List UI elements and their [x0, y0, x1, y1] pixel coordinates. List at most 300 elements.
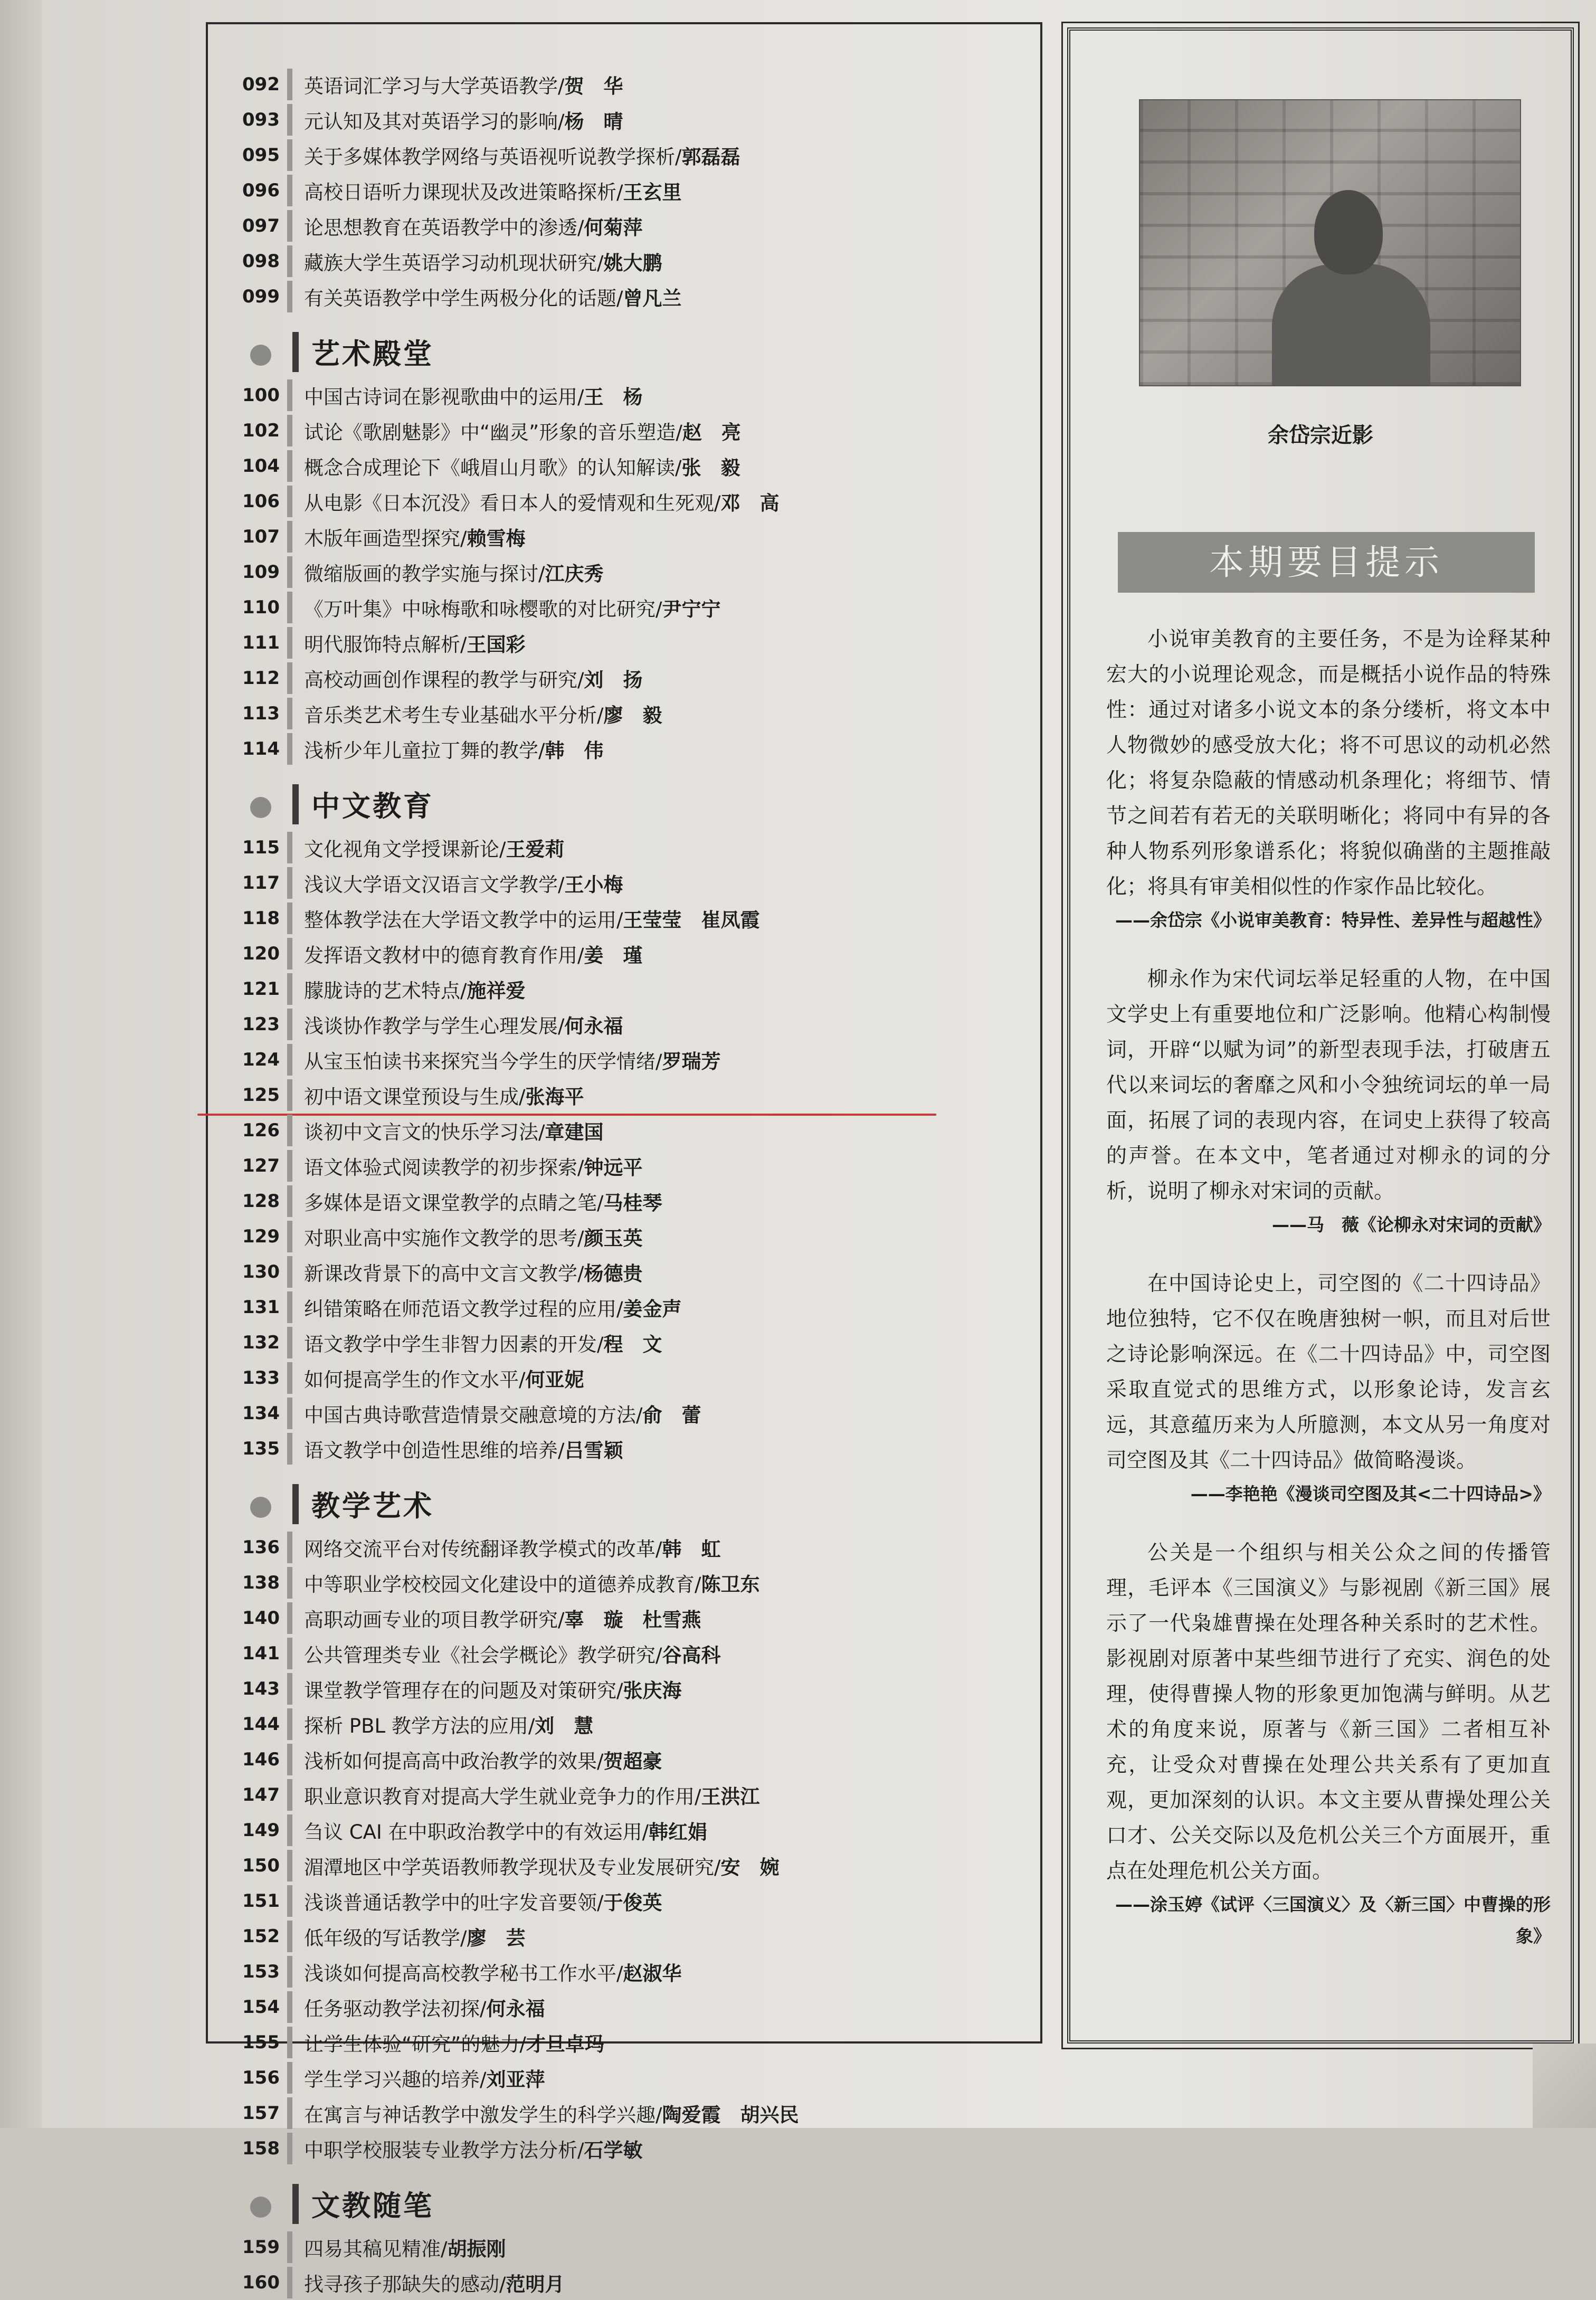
article-author: 贺超豪 — [603, 1750, 662, 1773]
article-author: 王国彩 — [467, 633, 526, 656]
bullet-dot — [250, 797, 271, 818]
page-number: 106 — [242, 490, 280, 512]
page-number: 114 — [242, 738, 280, 759]
page-number: 126 — [242, 1119, 280, 1141]
toc-entry — [240, 2060, 1021, 2095]
bullet-dot — [250, 2197, 271, 2218]
page-number: 156 — [242, 2067, 280, 2088]
article-title: 让学生体验“研究”的魅力/ — [304, 2032, 526, 2056]
entry-bar — [287, 139, 292, 171]
page-number: 117 — [242, 872, 280, 894]
page-number: 154 — [242, 1996, 280, 2018]
article-title: 中国古典诗歌营造情景交融意境的方法/ — [304, 1403, 643, 1427]
article-author: 安 婉 — [720, 1856, 780, 1879]
toc-entry — [240, 1219, 1021, 1254]
abstract-attribution: ——涂玉婷《试评〈三国演义〉及〈新三国〉中曹操的形象》 — [1115, 1894, 1551, 1946]
article-title: 低年级的写话教学/ — [304, 1926, 467, 1950]
entry-bar — [287, 1956, 292, 1988]
entry-bar — [287, 1567, 292, 1599]
entry-bar — [287, 698, 292, 729]
article-author: 陶爱霞 胡兴民 — [662, 2103, 799, 2126]
toc-entry — [240, 208, 1021, 243]
article-author: 范明月 — [506, 2273, 565, 2296]
entry-bar — [287, 1327, 292, 1358]
toc-entry — [240, 830, 1021, 865]
toc-entry — [240, 1042, 1021, 1077]
article-title: 整体教学法在大学语文教学中的运用/ — [304, 908, 623, 932]
entry-bar — [287, 627, 292, 659]
author-photo — [1139, 99, 1521, 386]
page-number: 141 — [242, 1642, 280, 1664]
entry-bar — [287, 1044, 292, 1076]
page-number: 135 — [242, 1438, 280, 1459]
article-title: 浅析少年儿童拉丁舞的教学/ — [304, 739, 545, 762]
article-author: 何亚妮 — [525, 1368, 584, 1391]
entry-bar — [287, 175, 292, 206]
entry-bar — [287, 973, 292, 1005]
article-title: 浅议大学语文汉语言文学教学/ — [304, 873, 565, 896]
entry-bar — [287, 1221, 292, 1252]
article-author: 程 文 — [603, 1333, 662, 1356]
article-title: 四易其稿见精准/ — [304, 2237, 448, 2260]
section-heading — [240, 314, 1021, 377]
entry-bar — [287, 450, 292, 482]
section-title: 中文教育 — [311, 790, 434, 823]
article-author: 廖 毅 — [603, 704, 662, 727]
toc-entry — [240, 1077, 1021, 1113]
article-title: 网络交流平台对传统翻译教学模式的改革/ — [304, 1537, 662, 1561]
article-author: 江庆秀 — [545, 562, 604, 585]
highlights-panel — [1067, 27, 1574, 2044]
page-number: 132 — [242, 1332, 280, 1353]
abstracts-list — [1106, 622, 1551, 1978]
article-author: 王爱莉 — [506, 838, 565, 861]
toc-entry — [240, 2229, 1021, 2265]
toc-entry — [240, 1671, 1021, 1706]
article-author: 刘 慧 — [535, 1714, 594, 1737]
article-author: 贺 华 — [564, 74, 623, 98]
section-heading — [240, 766, 1021, 830]
article-author: 韩 虹 — [662, 1537, 721, 1561]
article-author: 姚大鹏 — [603, 251, 662, 274]
article-author: 张庆海 — [623, 1679, 682, 1702]
article-title: 语文教学中创造性思维的培养/ — [304, 1439, 565, 1462]
page-number: 109 — [242, 561, 280, 583]
toc-entry — [240, 1812, 1021, 1848]
article-title: 公共管理类专业《社会学概论》教学研究/ — [304, 1643, 662, 1667]
entry-bar — [287, 2027, 292, 2058]
article-author: 张 毅 — [681, 456, 740, 479]
bullet-dot — [250, 345, 271, 366]
toc-entry — [240, 413, 1021, 448]
page-number: 158 — [242, 2137, 280, 2159]
entry-bar — [287, 1150, 292, 1182]
entry-bar — [287, 1850, 292, 1881]
entry-bar — [287, 210, 292, 242]
article-title: 如何提高学生的作文水平/ — [304, 1368, 526, 1391]
toc-entry — [240, 243, 1021, 279]
toc-entry — [240, 1883, 1021, 1918]
abstract-attribution: ——余岱宗《小说审美教育：特异性、差异性与超越性》 — [1115, 910, 1551, 930]
page-number: 092 — [242, 73, 280, 95]
toc-entry — [240, 483, 1021, 519]
page-number: 134 — [242, 1402, 280, 1424]
article-author: 钟远平 — [584, 1156, 643, 1179]
article-author: 韩 伟 — [545, 739, 604, 762]
article-title: 藏族大学生英语学习动机现状研究/ — [304, 251, 604, 274]
entry-bar — [287, 867, 292, 899]
entry-bar — [287, 1291, 292, 1323]
entry-bar — [287, 2267, 292, 2298]
abstract-text: 小说审美教育的主要任务，不是为诠释某种宏大的小说理论观念，而是概括小说作品的特殊性：通过对诸多小说文本的条分缕析，将文本中人物微妙的感受放大化；将不可思议的动机必然化；将复杂隐蔽的情感动机条理化；将细节、情节之间若有若无的关联明晰化；将同中有异的各种人物系列形象谱系化；将貌似确凿的主题推敲化；将具有审美相似性的作家作品比较化。 — [1106, 628, 1551, 899]
entry-bar — [287, 1708, 292, 1740]
article-title: 初中语文课堂预设与生成/ — [304, 1085, 526, 1108]
article-title: 刍议 CAI 在中职政治教学中的有效运用/ — [304, 1820, 649, 1843]
entry-bar — [287, 1256, 292, 1288]
heading-bar — [292, 784, 299, 824]
article-author: 王莹莹 崔凤霞 — [623, 908, 760, 932]
article-author: 王玄里 — [623, 180, 682, 204]
page-number: 095 — [242, 144, 280, 166]
page-number: 155 — [242, 2031, 280, 2053]
entry-bar — [287, 2097, 292, 2129]
abstract-text: 柳永作为宋代词坛举足轻重的人物，在中国文学史上有重要地位和广泛影响。他精心构制慢词，开辟“以赋为词”的新型表现手法，打破唐五代以来词坛的奢靡之风和小令独统词坛的单一局面，拓展了词的表现内容，在词史上获得了较高的声誉。在本文中，笔者通过对柳永的词的分析，说明了柳永对宋词的贡献。 — [1106, 967, 1551, 1203]
article-author: 姜金声 — [623, 1297, 682, 1320]
article-title: 语文教学中学生非智力因素的开发/ — [304, 1333, 604, 1356]
article-title: 课堂教学管理存在的问题及对策研究/ — [304, 1679, 623, 1702]
page-number: 130 — [242, 1261, 280, 1282]
page-number: 104 — [242, 455, 280, 477]
toc-entry — [240, 1325, 1021, 1360]
article-author: 颜玉英 — [584, 1227, 643, 1250]
article-title: 微缩版画的教学实施与探讨/ — [304, 562, 545, 585]
toc-entry — [240, 1113, 1021, 1148]
article-title: 明代服饰特点解析/ — [304, 633, 467, 656]
article-title: 英语词汇学习与大学英语教学/ — [304, 74, 565, 98]
page-number: 124 — [242, 1049, 280, 1070]
entry-bar — [287, 938, 292, 970]
article-title: 关于多媒体教学网络与英语视听说教学探析/ — [304, 145, 682, 168]
article-author: 郭磊磊 — [681, 145, 740, 168]
page-number: 160 — [242, 2272, 280, 2293]
toc-entry — [240, 1006, 1021, 1042]
toc-entry — [240, 279, 1021, 314]
page-number: 111 — [242, 632, 280, 653]
entry-bar — [287, 1009, 292, 1040]
article-title: 朦胧诗的艺术特点/ — [304, 979, 467, 1002]
page-number: 110 — [242, 596, 280, 618]
page-number: 131 — [242, 1296, 280, 1318]
toc-entry — [240, 448, 1021, 483]
toc-entry — [240, 1431, 1021, 1466]
article-title: 多媒体是语文课堂教学的点睛之笔/ — [304, 1191, 604, 1214]
entry-bar — [287, 415, 292, 446]
article-author: 何菊萍 — [584, 216, 643, 239]
article-author: 马桂琴 — [603, 1191, 662, 1214]
page-number: 133 — [242, 1367, 280, 1389]
article-author: 何永福 — [564, 1014, 623, 1038]
article-title: 论思想教育在英语教学中的渗透/ — [304, 216, 584, 239]
page-number: 143 — [242, 1678, 280, 1699]
section-title: 文教随笔 — [311, 2189, 434, 2222]
entry-bar — [287, 1638, 292, 1669]
page-number: 102 — [242, 420, 280, 441]
article-title: 中国古诗词在影视歌曲中的运用/ — [304, 385, 584, 408]
page-number: 157 — [242, 2102, 280, 2124]
entry-bar — [287, 1532, 292, 1563]
article-author: 曾凡兰 — [623, 287, 682, 310]
toc-entry — [240, 519, 1021, 554]
article-author: 赵淑华 — [623, 1962, 682, 1985]
entry-bar — [287, 1744, 292, 1775]
article-author: 章建国 — [545, 1120, 604, 1144]
page-number: 112 — [242, 667, 280, 689]
page-corner — [1533, 2044, 1596, 2128]
bullet-dot — [250, 1497, 271, 1518]
entry-bar — [287, 281, 292, 312]
toc-entry — [240, 1848, 1021, 1883]
entry-bar — [287, 486, 292, 517]
article-title: 湄潭地区中学英语教师教学现状及专业发展研究/ — [304, 1856, 721, 1879]
section-title: 教学艺术 — [311, 1489, 434, 1523]
entry-bar — [287, 1602, 292, 1634]
page-number: 144 — [242, 1713, 280, 1735]
toc-entry — [240, 590, 1021, 625]
heading-bar — [292, 332, 299, 372]
highlights-banner: 本期要目提示 — [1118, 532, 1535, 593]
heading-bar — [292, 2184, 299, 2224]
article-title: 任务驱动教学法初探/ — [304, 1997, 487, 2020]
toc-entry — [240, 554, 1021, 590]
article-author: 邓 高 — [720, 491, 780, 515]
article-title: 找寻孩子那缺失的感动/ — [304, 2273, 506, 2296]
page-number: 127 — [242, 1155, 280, 1176]
article-author: 吕雪颖 — [564, 1439, 623, 1462]
page-number: 149 — [242, 1819, 280, 1841]
abstract-text: 在中国诗论史上，司空图的《二十四诗品》地位独特，它不仅在晚唐独树一帜，而且对后世之诗论影响深远。在《二十四诗品》中，司空图采取直觉式的思维方式，以形象论诗，发言玄远，其意蕴历来为人所臆测，本文从另一角度对司空图及其《二十四诗品》做简略漫谈。 — [1106, 1272, 1551, 1472]
page-number: 123 — [242, 1013, 280, 1035]
article-title: 浅谈普通话教学中的吐字发音要领/ — [304, 1891, 604, 1914]
article-author: 辜 璇 杜雪燕 — [564, 1608, 701, 1631]
toc-entry — [240, 1565, 1021, 1600]
article-title: 《万叶集》中咏梅歌和咏樱歌的对比研究/ — [304, 597, 662, 621]
toc-entry — [240, 1529, 1021, 1565]
article-title: 中职学校服装专业教学方法分析/ — [304, 2139, 584, 2162]
page-number: 100 — [242, 384, 280, 406]
toc-entry — [240, 625, 1021, 660]
article-title: 元认知及其对英语学习的影响/ — [304, 110, 565, 133]
article-author: 尹宁宁 — [662, 597, 721, 621]
entry-bar — [287, 556, 292, 588]
entry-bar — [287, 1885, 292, 1917]
entry-bar — [287, 662, 292, 694]
toc-entry — [240, 1254, 1021, 1289]
page-number: 096 — [242, 179, 280, 201]
entry-bar — [287, 104, 292, 136]
article-title: 高校动画创作课程的教学与研究/ — [304, 668, 584, 691]
article-title: 谈初中文言文的快乐学习法/ — [304, 1120, 545, 1144]
page-number: 125 — [242, 1084, 280, 1106]
article-author: 赖雪梅 — [467, 527, 526, 550]
entry-bar — [287, 1673, 292, 1705]
article-title: 浅析如何提高高中政治教学的效果/ — [304, 1750, 604, 1773]
toc-entry — [240, 1289, 1021, 1325]
page-number: 093 — [242, 109, 280, 130]
page-number: 152 — [242, 1925, 280, 1947]
article-title: 探析 PBL 教学方法的应用/ — [304, 1714, 535, 1737]
toc-entry — [240, 1989, 1021, 2025]
article-author: 胡振刚 — [447, 2237, 506, 2260]
article-author: 才旦卓玛 — [526, 2032, 604, 2056]
entry-bar — [287, 832, 292, 863]
toc-entry — [240, 1706, 1021, 1742]
entry-bar — [287, 1814, 292, 1846]
section-heading — [240, 1466, 1021, 1529]
page-number: 118 — [242, 907, 280, 929]
toc-entry — [240, 102, 1021, 137]
article-author: 杨德贵 — [584, 1262, 643, 1285]
page-number: 146 — [242, 1748, 280, 1770]
abstract-attribution: ——马 薇《论柳永对宋词的贡献》 — [1272, 1214, 1551, 1235]
toc-entry — [240, 2025, 1021, 2060]
adjacent-page-edge — [0, 0, 42, 2128]
article-title: 语文体验式阅读教学的初步探索/ — [304, 1156, 584, 1179]
article-title: 音乐类艺术考生专业基础水平分析/ — [304, 704, 604, 727]
abstract-attribution: ——李艳艳《漫谈司空图及其<二十四诗品>》 — [1190, 1484, 1551, 1504]
heading-bar — [292, 1484, 299, 1524]
article-author: 王洪江 — [701, 1785, 760, 1808]
page-number: 153 — [242, 1961, 280, 1982]
page-number: 129 — [242, 1225, 280, 1247]
article-author: 陈卫东 — [701, 1573, 760, 1596]
entry-bar — [287, 1185, 292, 1217]
entry-bar — [287, 1779, 292, 1811]
article-title: 职业意识教育对提高大学生就业竞争力的作用/ — [304, 1785, 701, 1808]
article-title: 对职业高中实施作文教学的思考/ — [304, 1227, 584, 1250]
page-number: 147 — [242, 1784, 280, 1805]
entry-bar — [287, 1921, 292, 1952]
article-author: 石学敏 — [584, 2139, 643, 2162]
article-title: 纠错策略在师范语文教学过程的应用/ — [304, 1297, 623, 1320]
entry-bar — [287, 1398, 292, 1429]
article-author: 俞 蕾 — [642, 1403, 701, 1427]
toc-entry — [240, 2265, 1021, 2300]
article-author: 刘亚萍 — [486, 2068, 545, 2091]
article-title: 发挥语文教材中的德育教育作用/ — [304, 944, 584, 967]
toc-entry — [240, 2095, 1021, 2131]
toc-entry — [240, 865, 1021, 900]
toc-entry — [240, 66, 1021, 102]
article-author: 刘 扬 — [584, 668, 643, 691]
entry-bar — [287, 1115, 292, 1146]
page-number: 140 — [242, 1607, 280, 1629]
article-title: 有关英语教学中学生两极分化的话题/ — [304, 287, 623, 310]
entry-bar — [287, 379, 292, 411]
toc-entry — [240, 377, 1021, 413]
page-number: 107 — [242, 526, 280, 547]
photo-figure-body — [1272, 264, 1430, 386]
toc-entry — [240, 660, 1021, 696]
toc-entry — [240, 1954, 1021, 1989]
entry-bar — [287, 2062, 292, 2094]
entry-bar — [287, 592, 292, 623]
toc-entry — [240, 1777, 1021, 1812]
toc-entry — [240, 696, 1021, 731]
page-number: 151 — [242, 1890, 280, 1912]
toc-entry — [240, 1600, 1021, 1636]
entry-bar — [287, 1362, 292, 1394]
entry-bar — [287, 245, 292, 277]
article-author: 王 杨 — [584, 385, 643, 408]
page-number: 115 — [242, 837, 280, 858]
page-number: 098 — [242, 250, 280, 272]
article-author: 赵 亮 — [682, 421, 741, 444]
article-author: 韩红娟 — [649, 1820, 708, 1843]
entry-bar — [287, 2133, 292, 2164]
toc-entry — [240, 1918, 1021, 1954]
entry-bar — [287, 902, 292, 934]
toc-entry — [240, 936, 1021, 971]
toc-entry — [240, 1742, 1021, 1777]
toc-entry — [240, 1183, 1021, 1219]
article-author: 杨 晴 — [564, 110, 623, 133]
page-number: 097 — [242, 215, 280, 236]
page-number: 121 — [242, 978, 280, 1000]
article-title: 高校日语听力课现状及改进策略探析/ — [304, 180, 623, 204]
article-title: 概念合成理论下《峨眉山月歌》的认知解读/ — [304, 456, 682, 479]
section-heading — [240, 2166, 1021, 2229]
article-author: 何永福 — [486, 1997, 545, 2020]
toc-entry — [240, 2131, 1021, 2166]
page-number: 159 — [242, 2236, 280, 2258]
article-author: 张海平 — [525, 1085, 584, 1108]
article-author: 姜 瑾 — [584, 944, 643, 967]
article-title: 文化视角文学授课新论/ — [304, 838, 506, 861]
photo-caption: 余岱宗近影 — [1268, 423, 1373, 448]
article-author: 王小梅 — [564, 873, 623, 896]
article-author: 施祥爱 — [467, 979, 526, 1002]
page-number: 120 — [242, 943, 280, 964]
toc-entry — [240, 1636, 1021, 1671]
article-title: 中等职业学校校园文化建设中的道德养成教育/ — [304, 1573, 701, 1596]
article-title: 从电影《日本沉没》看日本人的爱情观和生死观/ — [304, 491, 721, 515]
toc-entry — [240, 971, 1021, 1006]
article-author: 谷高科 — [662, 1643, 721, 1667]
article-title: 高职动画专业的项目教学研究/ — [304, 1608, 565, 1631]
article-author: 廖 芸 — [467, 1926, 526, 1950]
page-number: 136 — [242, 1536, 280, 1558]
table-of-contents — [206, 22, 1042, 2296]
entry-bar — [287, 1433, 292, 1465]
toc-entry — [240, 137, 1021, 173]
entry-bar — [287, 1991, 292, 2023]
article-title: 学生学习兴趣的培养/ — [304, 2068, 487, 2091]
toc-entry — [240, 1148, 1021, 1183]
photo-figure-head — [1314, 190, 1383, 274]
page-number: 113 — [242, 702, 280, 724]
article-title: 浅谈如何提高高校教学秘书工作水平/ — [304, 1962, 623, 1985]
entry-bar — [287, 2231, 292, 2263]
section-title: 艺术殿堂 — [311, 337, 434, 370]
page-number: 138 — [242, 1572, 280, 1593]
entry-bar — [287, 69, 292, 100]
toc-entry — [240, 900, 1021, 936]
entry-bar — [287, 733, 292, 765]
article-title: 木版年画造型探究/ — [304, 527, 467, 550]
toc-list — [240, 66, 1021, 2300]
toc-entry — [240, 1360, 1021, 1395]
article-author: 于俊英 — [603, 1891, 662, 1914]
